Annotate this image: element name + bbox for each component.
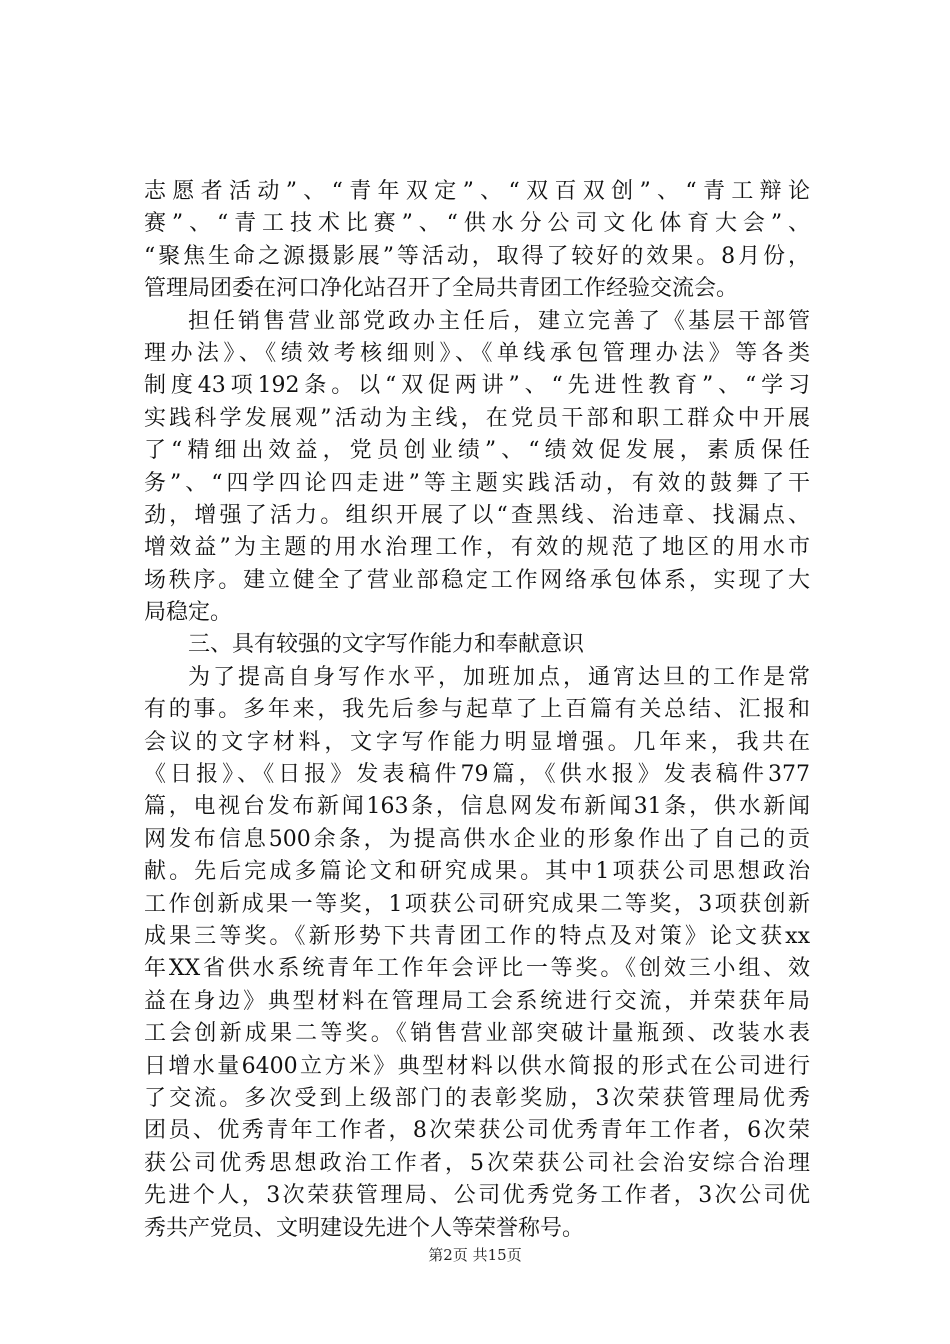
text-line: 秀共产党员、文明建设先进个人等荣誉称号。 — [144, 1215, 585, 1241]
text-line: 《日报》、《日报》发表稿件79篇，《供水报》发表稿件377 — [144, 762, 810, 788]
text-line: 赛”、“青工技术比赛”、“供水分公司文化体育大会”、 — [144, 211, 810, 237]
text-line: 成果三等奖。《新形势下共青团工作的特点及对策》论文获xx — [144, 923, 810, 949]
text-line: 献。先后完成多篇论文和研究成果。其中1项获公司思想政治 — [144, 859, 810, 885]
text-line: 篇，电视台发布新闻163条，信息网发布新闻31条，供水新闻 — [144, 794, 810, 820]
text-line: 局稳定。 — [144, 600, 233, 626]
text-line: “聚焦生命之源摄影展”等活动，取得了较好的效果。8月份， — [144, 243, 810, 269]
text-line: 获公司优秀思想政治工作者，5次荣获公司社会治安综合治理 — [144, 1150, 810, 1176]
text-line: 工会创新成果二等奖。《销售营业部突破计量瓶颈、改装水表 — [144, 1021, 810, 1047]
document-body — [144, 176, 810, 1245]
text-line: 制度43项192条。以“双促两讲”、“先进性教育”、“学习 — [144, 373, 810, 399]
text-line: 三、具有较强的文字写作能力和奉献意识 — [188, 632, 585, 658]
text-line: 场秩序。建立健全了营业部稳定工作网络承包体系，实现了大 — [144, 567, 810, 593]
text-line: 日增水量6400立方米》典型材料以供水简报的形式在公司进行 — [144, 1053, 810, 1079]
text-line: 务”、“四学四论四走进”等主题实践活动，有效的鼓舞了干 — [144, 470, 810, 496]
text-line: 工作创新成果一等奖，1项获公司研究成果二等奖，3项获创新 — [144, 891, 810, 917]
text-line: 理办法》、《绩效考核细则》、《单线承包管理办法》等各类 — [144, 340, 810, 366]
text-line: 实践科学发展观”活动为主线，在党员干部和职工群众中开展 — [144, 405, 810, 431]
text-line: 担任销售营业部党政办主任后，建立完善了《基层干部管 — [188, 308, 810, 334]
text-line: 了交流。多次受到上级部门的表彰奖励，3次荣获管理局优秀 — [144, 1085, 810, 1111]
text-line: 增效益”为主题的用水治理工作，有效的规范了地区的用水市 — [144, 535, 810, 561]
text-line: 为了提高自身写作水平，加班加点，通宵达旦的工作是常 — [188, 664, 810, 690]
text-line: 团员、优秀青年工作者，8次荣获公司优秀青年工作者，6次荣 — [144, 1118, 810, 1144]
text-line: 益在身边》典型材料在管理局工会系统进行交流，并荣获年局 — [144, 988, 810, 1014]
text-line: 劲，增强了活力。组织开展了以“查黑线、治违章、找漏点、 — [144, 502, 810, 528]
text-line: 会议的文字材料，文字写作能力明显增强。几年来，我共在 — [144, 729, 810, 755]
text-line: 先进个人，3次荣获管理局、公司优秀党务工作者，3次公司优 — [144, 1183, 810, 1209]
text-line: 管理局团委在河口净化站召开了全局共青团工作经验交流会。 — [144, 276, 739, 302]
text-line: 志愿者活动”、“青年双定”、“双百双创”、“青工辩论 — [144, 179, 810, 204]
text-line: 网发布信息500余条，为提高供水企业的形象作出了自己的贡 — [144, 826, 810, 852]
text-line: 有的事。多年来，我先后参与起草了上百篇有关总结、汇报和 — [144, 697, 810, 723]
page-footer: 第2页 共15页 — [428, 1246, 522, 1264]
text-line: 了“精细出效益，党员创业绩”、“绩效促发展，素质保任 — [144, 438, 810, 464]
text-line: 年XX省供水系统青年工作年会评比一等奖。《创效三小组、效 — [144, 956, 810, 982]
